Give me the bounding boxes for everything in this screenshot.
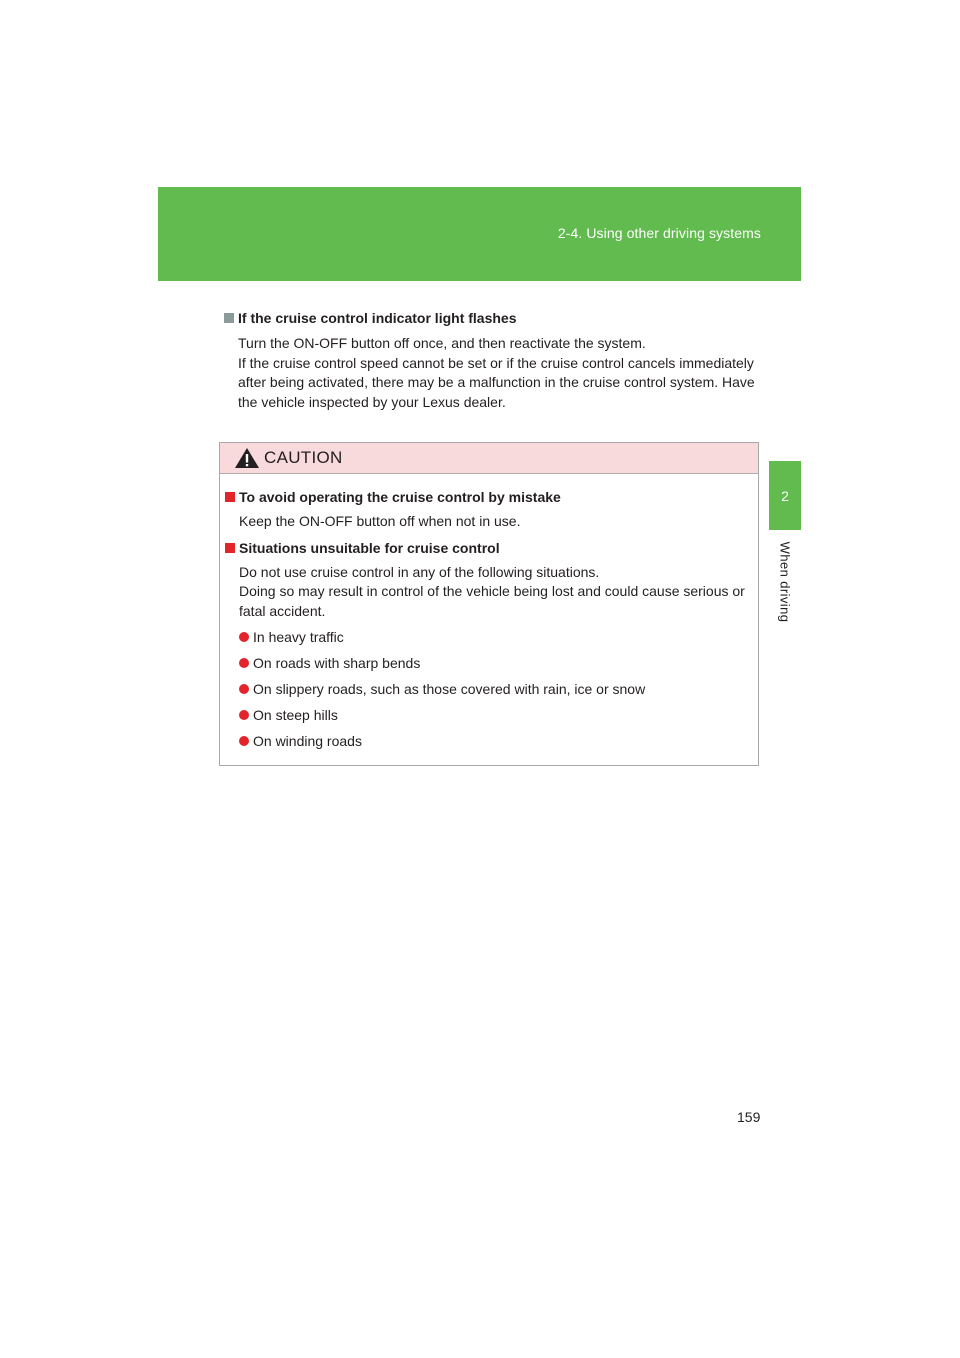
info-line: If the cruise control speed cannot be set or if the cruise control cancels immediately [238, 354, 754, 371]
caution-line: fatal accident. [239, 602, 326, 619]
chapter-header-band [158, 187, 801, 281]
caution-title: CAUTION [264, 448, 343, 467]
chapter-number: 2 [781, 487, 789, 504]
bullet-text: On slippery roads, such as those covered with rain, ice or snow [253, 680, 646, 697]
bullet-item [239, 731, 758, 751]
warning-triangle-icon [234, 447, 260, 469]
chapter-tab [769, 461, 801, 530]
caution-heading-row [225, 538, 758, 558]
caution-line: Do not use cruise control in any of the following situations. [239, 563, 600, 580]
gray-square-icon [224, 313, 234, 323]
caution-text-2 [239, 563, 758, 622]
caution-heading-row [225, 487, 758, 507]
caution-heading-1: To avoid operating the cruise control by mistake [239, 489, 561, 505]
info-text [238, 334, 764, 412]
red-square-icon [225, 492, 235, 502]
info-line: Turn the ON-OFF button off once, and then reactivate the system. [238, 335, 646, 351]
bullet-text: On roads with sharp bends [253, 655, 421, 672]
info-line: the vehicle inspected by your Lexus dealer. [238, 393, 506, 410]
bullet-item [239, 627, 758, 647]
red-bullet-icon [239, 684, 249, 694]
bullet-text: On winding roads [253, 732, 362, 749]
page-number: 159 [737, 1109, 761, 1125]
red-square-icon [225, 543, 235, 553]
red-bullet-icon [239, 658, 249, 668]
bullet-text: In heavy traffic [253, 629, 344, 646]
red-bullet-icon [239, 710, 249, 720]
red-bullet-icon [239, 736, 249, 746]
caution-body [220, 474, 758, 751]
section-title: 2-4. Using other driving systems [557, 225, 761, 241]
bullet-text: On steep hills [253, 706, 338, 723]
red-bullet-icon [239, 632, 249, 642]
info-section [224, 308, 764, 412]
caution-text-1: Keep the ON-OFF button off when not in use. [239, 513, 521, 529]
bullet-item [239, 679, 758, 699]
caution-line: Doing so may result in control of the vehicle being lost and could cause serious or [239, 583, 745, 600]
caution-header [220, 443, 758, 474]
caution-box [219, 442, 759, 766]
info-heading-row [224, 308, 764, 328]
bullet-item [239, 705, 758, 725]
info-line: after being activated, there may be a malfunction in the cruise control system. Have [238, 374, 755, 391]
chapter-label: When driving [777, 541, 793, 623]
info-heading: If the cruise control indicator light flashes [238, 310, 517, 326]
caution-heading-2: Situations unsuitable for cruise control [239, 539, 500, 556]
bullet-item [239, 653, 758, 673]
